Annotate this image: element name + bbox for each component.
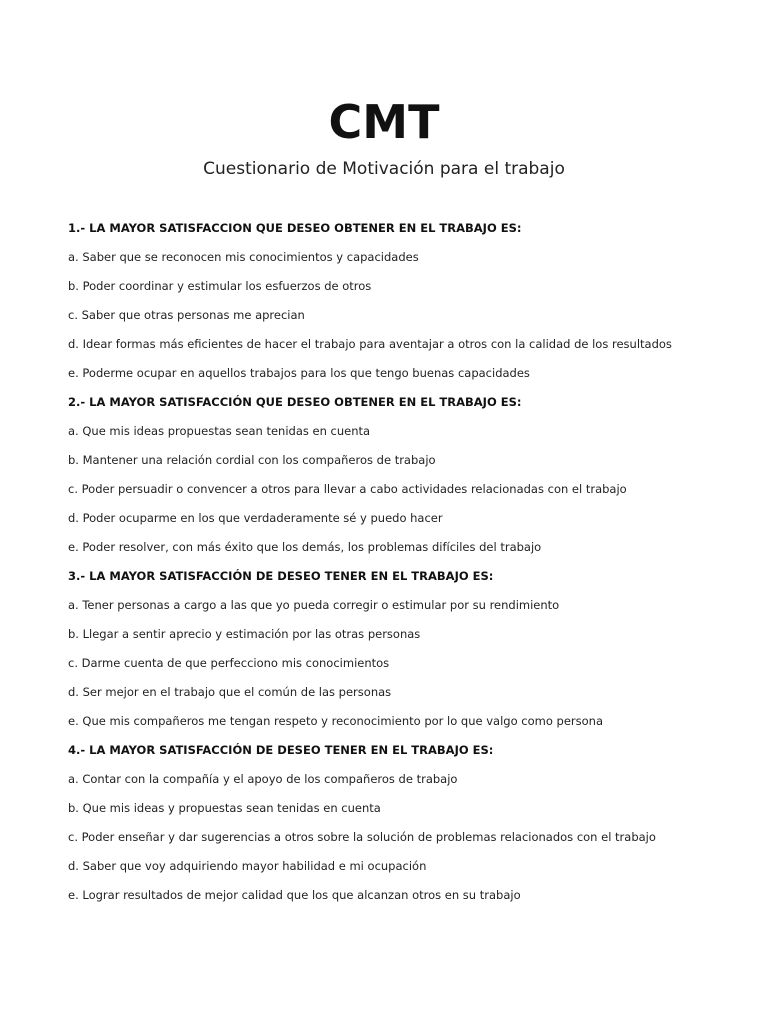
answer-option-d: d. Idear formas más eficientes de hacer el trabajo para aventajar a otros con la calidad de los resultados: [68, 337, 672, 351]
answer-option-c: c. Poder persuadir o convencer a otros para llevar a cabo actividades relacionadas con el trabajo: [68, 482, 627, 496]
question-heading: 1.- LA MAYOR SATISFACCION QUE DESEO OBTENER EN EL TRABAJO ES:: [68, 221, 522, 235]
answer-option-a: a. Tener personas a cargo a las que yo pueda corregir o estimular por su rendimiento: [68, 598, 560, 612]
question-3: [68, 566, 748, 740]
answer-option-b: b. Llegar a sentir aprecio y estimación por las otras personas: [68, 627, 421, 641]
answer-option-e: e. Que mis compañeros me tengan respeto y reconocimiento por lo que valgo como persona: [68, 714, 604, 728]
question-4: [68, 740, 748, 914]
document-title: CMT: [328, 95, 440, 149]
question-heading: 3.- LA MAYOR SATISFACCIÓN DE DESEO TENER EN EL TRABAJO ES:: [68, 569, 494, 583]
answer-option-e: e. Poder resolver, con más éxito que los demás, los problemas difíciles del trabajo: [68, 540, 542, 554]
answer-option-b: b. Mantener una relación cordial con los compañeros de trabajo: [68, 453, 436, 467]
answer-option-e: e. Poderme ocupar en aquellos trabajos para los que tengo buenas capacidades: [68, 366, 530, 380]
answer-option-d: d. Ser mejor en el trabajo que el común de las personas: [68, 685, 392, 699]
answer-option-a: a. Contar con la compañía y el apoyo de los compañeros de trabajo: [68, 772, 458, 786]
answer-option-d: d. Poder ocuparme en los que verdaderamente sé y puedo hacer: [68, 511, 443, 525]
answer-option-a: a. Que mis ideas propuestas sean tenidas en cuenta: [68, 424, 371, 438]
answer-option-b: b. Que mis ideas y propuestas sean tenidas en cuenta: [68, 801, 381, 815]
document-subtitle: Cuestionario de Motivación para el trabajo: [203, 159, 565, 179]
answer-option-b: b. Poder coordinar y estimular los esfuerzos de otros: [68, 279, 372, 293]
question-2: [68, 392, 748, 566]
answer-option-c: c. Darme cuenta de que perfecciono mis conocimientos: [68, 656, 390, 670]
answer-option-a: a. Saber que se reconocen mis conocimientos y capacidades: [68, 250, 419, 264]
question-heading: 4.- LA MAYOR SATISFACCIÓN DE DESEO TENER EN EL TRABAJO ES:: [68, 743, 494, 757]
answer-option-c: c. Saber que otras personas me aprecian: [68, 308, 305, 322]
answer-option-e: e. Lograr resultados de mejor calidad que los que alcanzan otros en su trabajo: [68, 888, 521, 902]
questionnaire: [68, 218, 748, 914]
question-1: [68, 218, 748, 392]
answer-option-c: c. Poder enseñar y dar sugerencias a otros sobre la solución de problemas relacionados con el trabajo: [68, 830, 656, 844]
answer-option-d: d. Saber que voy adquiriendo mayor habilidad e mi ocupación: [68, 859, 427, 873]
question-heading: 2.- LA MAYOR SATISFACCIÓN QUE DESEO OBTENER EN EL TRABAJO ES:: [68, 395, 522, 409]
